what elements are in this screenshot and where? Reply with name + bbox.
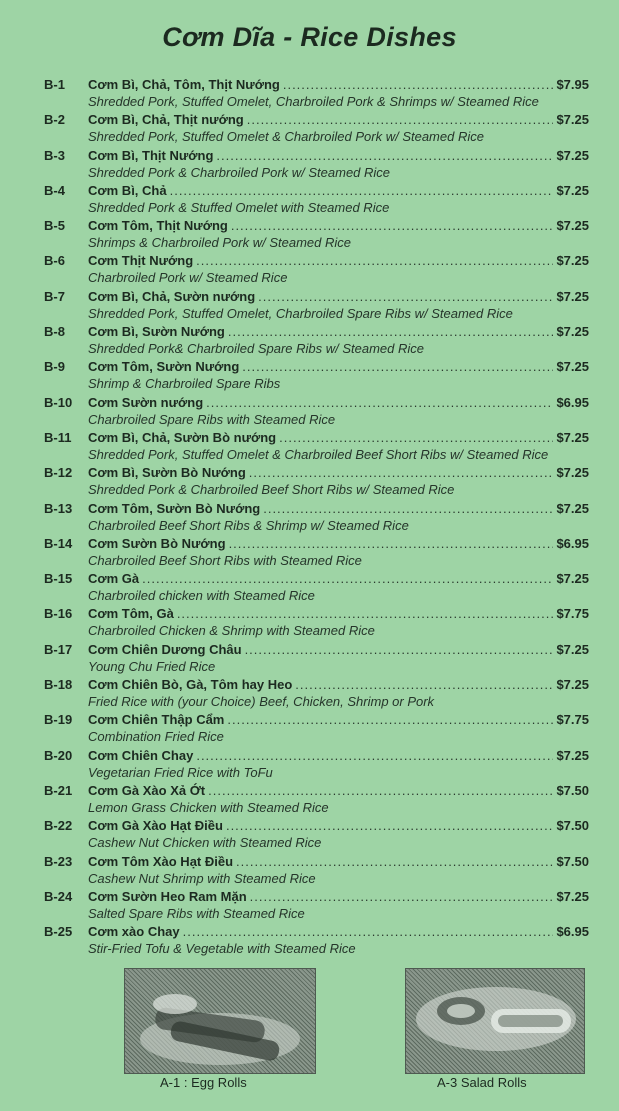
item-code: B-19 xyxy=(44,712,73,728)
item-name: Cơm Bì, Sườn Bò Nướng xyxy=(88,465,246,481)
item-name: Cơm Tôm, Thịt Nướng xyxy=(88,218,228,234)
menu-item xyxy=(0,111,619,146)
item-line xyxy=(88,853,589,871)
item-name: Cơm Gà xyxy=(88,571,140,587)
item-price: $7.25 xyxy=(556,218,589,234)
item-name: Cơm Sườn nướng xyxy=(88,394,204,410)
menu-item xyxy=(0,711,619,746)
item-name: Cơm Bì, Chả, Thịt nướng xyxy=(88,112,244,128)
item-name: Cơm Tôm, Sườn Bò Nướng xyxy=(88,500,261,516)
item-line xyxy=(88,817,589,835)
page-title: Cơm Dĩa - Rice Dishes xyxy=(162,22,457,52)
item-name: Cơm Chiên Chay xyxy=(88,747,194,763)
item-description: Salted Spare Ribs with Steamed Rice xyxy=(88,905,305,921)
item-description: Shredded Pork, Stuffed Omelet, Charbroiled Spare Ribs w/ Steamed Rice xyxy=(88,305,513,321)
menu-item xyxy=(0,464,619,499)
item-line xyxy=(88,323,589,341)
item-price: $7.25 xyxy=(556,571,589,587)
item-description: Charbroiled chicken with Steamed Rice xyxy=(88,588,315,604)
item-code: B-24 xyxy=(44,888,73,904)
menu-list xyxy=(0,76,619,958)
item-name: Cơm Bì, Chả, Tôm, Thịt Nướng xyxy=(88,77,280,92)
dot-leader xyxy=(227,711,553,729)
item-name: Cơm Gà Xào Hạt Điều xyxy=(88,818,223,834)
item-price: $7.25 xyxy=(556,500,589,516)
menu-item xyxy=(0,217,619,252)
item-price: $7.50 xyxy=(556,818,589,834)
item-description: Combination Fried Rice xyxy=(88,729,224,745)
item-code: B-2 xyxy=(44,112,65,128)
menu-item xyxy=(0,923,619,958)
item-code: B-5 xyxy=(44,218,65,234)
item-price: $7.95 xyxy=(556,77,589,92)
item-price: $7.25 xyxy=(556,182,589,198)
item-code: B-9 xyxy=(44,359,65,375)
dot-leader xyxy=(226,817,554,835)
item-description: Shredded Pork, Stuffed Omelet & Charbroiled Beef Short Ribs w/ Steamed Rice xyxy=(88,446,549,462)
item-description: Charbroiled Pork w/ Steamed Rice xyxy=(88,270,288,286)
item-code: B-13 xyxy=(44,500,73,516)
item-name: Cơm Tôm Xào Hạt Điều xyxy=(88,853,234,869)
dot-leader xyxy=(196,252,553,270)
item-description: Fried Rice with (your Choice) Beef, Chicken, Shrimp or Pork xyxy=(88,694,435,710)
item-price: $6.95 xyxy=(556,394,589,410)
item-description: Vegetarian Fried Rice with ToFu xyxy=(88,764,273,780)
item-price: $7.25 xyxy=(556,429,589,445)
item-name: Cơm Sườn Heo Ram Mặn xyxy=(88,888,247,904)
dot-leader xyxy=(236,853,553,871)
item-price: $7.75 xyxy=(556,606,589,622)
item-name: Cơm Bì, Sườn Nướng xyxy=(88,324,225,340)
item-price: $7.50 xyxy=(556,853,589,869)
item-code: B-23 xyxy=(44,853,73,869)
item-description: Cashew Nut Shrimp with Steamed Rice xyxy=(88,870,316,886)
item-line xyxy=(88,570,589,588)
dot-leader xyxy=(228,323,554,341)
item-name: Cơm Bì, Chả, Sườn nướng xyxy=(88,288,256,304)
dot-leader xyxy=(229,535,554,553)
item-line xyxy=(88,500,589,518)
menu-item xyxy=(0,288,619,323)
item-code: B-14 xyxy=(44,535,73,551)
menu-item xyxy=(0,747,619,782)
dot-leader xyxy=(177,605,554,623)
item-code: B-11 xyxy=(44,429,72,445)
menu-item xyxy=(0,570,619,605)
dot-leader xyxy=(170,182,554,200)
item-price: $7.25 xyxy=(556,147,589,163)
item-description: Shredded Pork& Charbroiled Spare Ribs w/ Steamed Rice xyxy=(88,341,425,357)
menu-item xyxy=(0,782,619,817)
item-code: B-15 xyxy=(44,571,73,587)
item-name: Cơm Sườn Bò Nướng xyxy=(88,535,226,551)
item-description: Shredded Pork & Charbroiled Beef Short Ribs w/ Steamed Rice xyxy=(88,482,455,498)
item-line xyxy=(88,217,589,235)
item-description: Shredded Pork & Charbroiled Pork w/ Steamed Rice xyxy=(88,164,391,180)
item-price: $7.25 xyxy=(556,465,589,481)
item-description: Shrimp & Charbroiled Spare Ribs xyxy=(88,376,281,392)
dot-leader xyxy=(183,923,554,941)
item-description: Cashew Nut Chicken with Steamed Rice xyxy=(88,835,322,851)
dot-leader xyxy=(295,676,553,694)
item-name: Cơm Bì, Chả xyxy=(88,182,167,198)
menu-item xyxy=(0,853,619,888)
item-description: Charbroiled Beef Short Ribs with Steamed Rice xyxy=(88,552,362,568)
item-line xyxy=(88,782,589,800)
item-description: Shrimps & Charbroiled Pork w/ Steamed Rice xyxy=(88,235,351,251)
menu-item xyxy=(0,76,619,111)
menu-item xyxy=(0,429,619,464)
menu-item xyxy=(0,500,619,535)
item-price: $7.25 xyxy=(556,677,589,693)
menu-item xyxy=(0,817,619,852)
dot-leader xyxy=(142,570,553,588)
item-name: Cơm Chiên Bò, Gà, Tôm hay Heo xyxy=(88,677,293,693)
item-code: B-12 xyxy=(44,465,73,481)
item-description: Young Chu Fried Rice xyxy=(88,658,216,674)
item-line xyxy=(88,358,589,376)
item-description: Lemon Grass Chicken with Steamed Rice xyxy=(88,799,329,815)
item-code: B-18 xyxy=(44,677,73,693)
dot-leader xyxy=(250,888,554,906)
item-name: Cơm xào Chay xyxy=(88,924,180,940)
item-line xyxy=(88,676,589,694)
dot-leader xyxy=(258,288,553,306)
dot-leader xyxy=(283,76,554,94)
item-code: B-1 xyxy=(44,77,65,92)
dot-leader xyxy=(247,111,554,129)
item-description: Shredded Pork & Stuffed Omelet with Steamed Rice xyxy=(88,199,390,215)
item-price: $7.25 xyxy=(556,641,589,657)
item-code: B-20 xyxy=(44,747,73,763)
item-line xyxy=(88,535,589,553)
item-description: Charbroiled Chicken & Shrimp with Steamed Rice xyxy=(88,623,375,639)
egg-rolls-caption: A-1 : Egg Rolls xyxy=(160,1075,247,1090)
menu-item xyxy=(0,394,619,429)
item-price: $6.95 xyxy=(556,535,589,551)
item-line xyxy=(88,394,589,412)
item-line xyxy=(88,711,589,729)
item-code: B-21 xyxy=(44,782,73,798)
item-line xyxy=(88,182,589,200)
item-code: B-8 xyxy=(44,324,65,340)
item-description: Shredded Pork, Stuffed Omelet, Charbroiled Pork & Shrimps w/ Steamed Rice xyxy=(88,94,539,109)
dot-leader xyxy=(245,641,554,659)
item-line xyxy=(88,641,589,659)
item-line xyxy=(88,429,589,447)
dot-leader xyxy=(196,747,553,765)
item-line xyxy=(88,76,589,94)
item-price: $7.25 xyxy=(556,112,589,128)
item-name: Cơm Tôm, Sườn Nướng xyxy=(88,359,240,375)
item-name: Cơm Gà Xào Xả Ớt xyxy=(88,782,206,798)
item-name: Cơm Chiên Dương Châu xyxy=(88,641,242,657)
menu-item xyxy=(0,888,619,923)
item-price: $7.25 xyxy=(556,888,589,904)
menu-item xyxy=(0,641,619,676)
dot-leader xyxy=(206,394,553,412)
item-code: B-16 xyxy=(44,606,73,622)
menu-item xyxy=(0,535,619,570)
item-line xyxy=(88,288,589,306)
item-code: B-25 xyxy=(44,924,73,940)
item-code: B-7 xyxy=(44,288,65,304)
menu-item xyxy=(0,358,619,393)
item-price: $7.75 xyxy=(556,712,589,728)
item-name: Cơm Thịt Nướng xyxy=(88,253,194,269)
item-line xyxy=(88,888,589,906)
egg-rolls-photo xyxy=(124,968,316,1074)
item-price: $7.25 xyxy=(556,288,589,304)
menu-item xyxy=(0,182,619,217)
item-line xyxy=(88,111,589,129)
item-code: B-10 xyxy=(44,394,73,410)
item-line xyxy=(88,747,589,765)
item-description: Shredded Pork, Stuffed Omelet & Charbroiled Pork w/ Steamed Rice xyxy=(88,129,484,145)
menu-item xyxy=(0,676,619,711)
menu-item xyxy=(0,147,619,182)
dot-leader xyxy=(263,500,553,518)
dot-leader xyxy=(208,782,553,800)
dot-leader xyxy=(216,147,553,165)
menu-item xyxy=(0,323,619,358)
item-code: B-6 xyxy=(44,253,65,269)
item-name: Cơm Chiên Thập Cẩm xyxy=(88,712,225,728)
dot-leader xyxy=(231,217,554,235)
menu-item xyxy=(0,252,619,287)
item-code: B-17 xyxy=(44,641,73,657)
item-name: Cơm Bì, Thịt Nướng xyxy=(88,147,214,163)
salad-rolls-photo xyxy=(405,968,585,1074)
salad-rolls-caption: A-3 Salad Rolls xyxy=(437,1075,527,1090)
item-description: Charbroiled Beef Short Ribs & Shrimp w/ Steamed Rice xyxy=(88,517,409,533)
dot-leader xyxy=(249,464,554,482)
dot-leader xyxy=(279,429,553,447)
item-price: $6.95 xyxy=(556,924,589,940)
item-code: B-22 xyxy=(44,818,73,834)
item-price: $7.25 xyxy=(556,747,589,763)
menu-item xyxy=(0,605,619,640)
item-line xyxy=(88,605,589,623)
item-line xyxy=(88,147,589,165)
item-line xyxy=(88,252,589,270)
item-code: B-4 xyxy=(44,182,65,198)
item-price: $7.25 xyxy=(556,253,589,269)
item-name: Cơm Tôm, Gà xyxy=(88,606,174,622)
item-code: B-3 xyxy=(44,147,65,163)
item-description: Charbroiled Spare Ribs with Steamed Rice xyxy=(88,411,336,427)
item-price: $7.25 xyxy=(556,359,589,375)
item-price: $7.25 xyxy=(556,324,589,340)
item-line xyxy=(88,923,589,941)
item-description: Stir-Fried Tofu & Vegetable with Steamed Rice xyxy=(88,941,356,957)
item-price: $7.50 xyxy=(556,782,589,798)
item-line xyxy=(88,464,589,482)
item-name: Cơm Bì, Chả, Sườn Bò nướng xyxy=(88,429,277,445)
dot-leader xyxy=(242,358,553,376)
